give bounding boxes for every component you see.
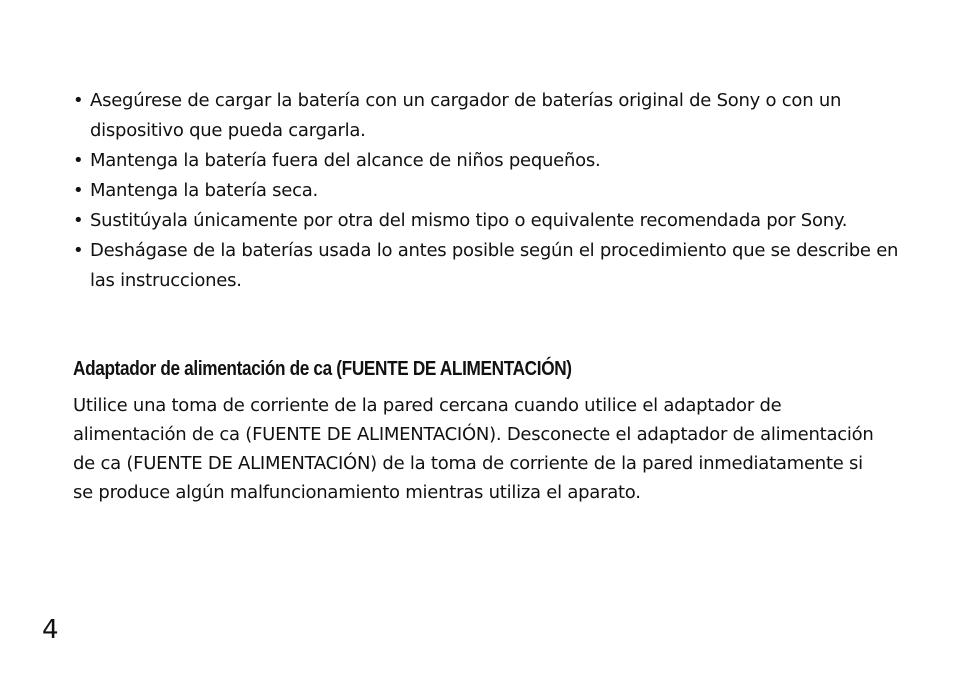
list-item [73, 146, 903, 176]
list-item [73, 206, 903, 236]
battery-precautions-list [73, 86, 903, 296]
section-body: Utilice una toma de corriente de la pared cercana cuando utilice el adaptador de alimentación de ca (FUENTE DE ALIMENTACIÓN). Desconecte el adaptador de alimentación de ca (FUENTE DE ALIMENTACIÓN) de la toma de corriente de la pared inmediatamente si se produce algún malfuncionamiento mientras utiliza el aparato. [73, 395, 874, 503]
list-item-text: Asegúrese de cargar la batería con un cargador de baterías original de Sony o con un dispositivo que pueda cargarla. [90, 90, 842, 141]
list-item-text: Mantenga la batería seca. [90, 180, 319, 201]
bullet-icon: • [73, 90, 84, 111]
list-item [73, 176, 903, 206]
page-number: 4 [42, 615, 59, 645]
bullet-icon: • [73, 150, 84, 171]
bullet-icon: • [73, 210, 84, 231]
section-title: Adaptador de alimentación de ca (FUENTE DE ALIMENTACIÓN) [73, 358, 572, 380]
list-item [73, 86, 903, 146]
bullet-icon: • [73, 240, 84, 261]
list-item-text: Deshágase de la baterías usada lo antes posible según el procedimiento que se describe en las instrucciones. [90, 240, 899, 291]
bullet-icon: • [73, 180, 84, 201]
list-item-text: Sustitúyala únicamente por otra del mismo tipo o equivalente recomendada por Sony. [90, 210, 848, 231]
list-item-text: Mantenga la batería fuera del alcance de niños pequeños. [90, 150, 601, 171]
list-item [73, 236, 903, 296]
